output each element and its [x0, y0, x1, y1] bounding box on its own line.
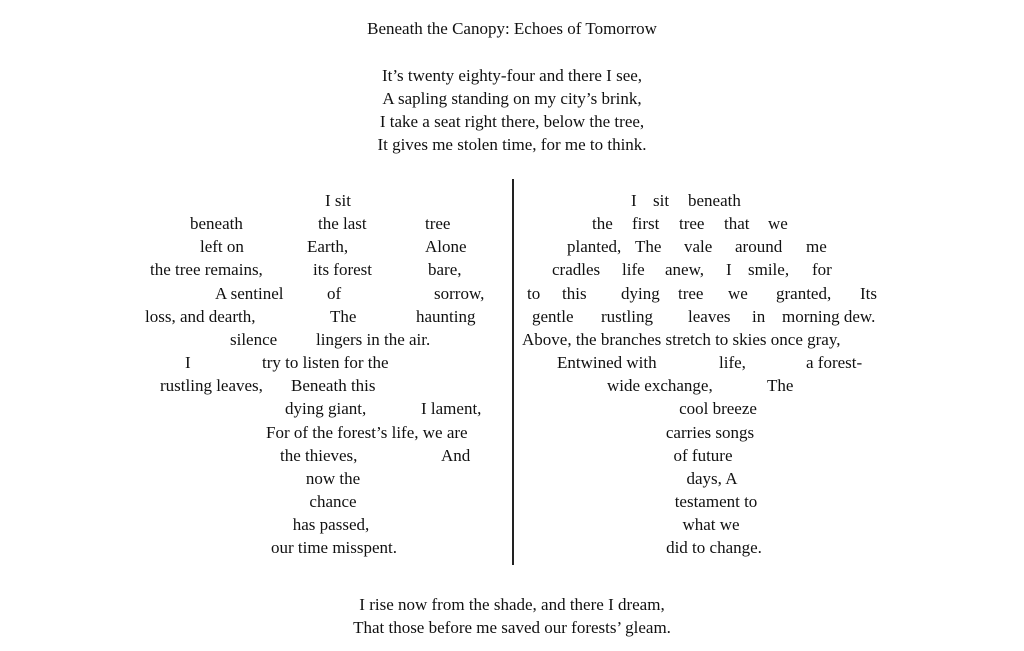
- left-word: Alone: [425, 237, 467, 256]
- right-word: life: [622, 260, 645, 279]
- right-word: to: [527, 284, 541, 303]
- left-word: the thieves,: [280, 446, 358, 465]
- left-word: Earth,: [307, 237, 349, 256]
- right-word: sit: [653, 191, 670, 210]
- left-word: bare,: [428, 260, 462, 279]
- right-word: I: [726, 260, 732, 279]
- right-word: what we: [682, 515, 740, 534]
- right-word: tree: [679, 214, 705, 233]
- right-word: me: [806, 237, 827, 256]
- right-word: The: [767, 376, 794, 395]
- right-word: testament to: [674, 492, 758, 511]
- intro-line-3: I take a seat right there, below the tree,: [379, 112, 645, 131]
- right-word: smile,: [748, 260, 790, 279]
- right-word: morning dew.: [782, 307, 876, 326]
- outro-line-1: I rise now from the shade, and there I dream,: [359, 595, 665, 614]
- right-word: I: [631, 191, 637, 210]
- left-word: of: [327, 284, 342, 303]
- right-word: Above, the branches stretch to skies once gray,: [522, 330, 841, 349]
- intro-line-1: It’s twenty eighty-four and there I see,: [381, 66, 643, 85]
- left-word: its forest: [313, 260, 373, 279]
- left-word: Beneath this: [291, 376, 376, 395]
- right-word: carries songs: [665, 423, 755, 442]
- right-word: for: [812, 260, 832, 279]
- poem-title: Beneath the Canopy: Echoes of Tomorrow: [367, 19, 657, 38]
- right-word: that: [724, 214, 750, 233]
- right-word: days, A: [686, 469, 738, 488]
- right-word: wide exchange,: [607, 376, 713, 395]
- right-word: we: [728, 284, 748, 303]
- right-word: this: [562, 284, 587, 303]
- right-word: we: [768, 214, 788, 233]
- right-word: planted,: [567, 237, 622, 256]
- left-word: I sit: [325, 191, 351, 210]
- left-word: now the: [305, 469, 361, 488]
- right-word: The: [635, 237, 662, 256]
- right-word: gentle: [532, 307, 574, 326]
- right-word: rustling: [601, 307, 653, 326]
- right-word: the: [592, 214, 613, 233]
- left-word: left on: [200, 237, 244, 256]
- column-divider: [512, 179, 514, 565]
- right-word: of future: [673, 446, 733, 465]
- left-word: beneath: [190, 214, 243, 233]
- left-word: has passed,: [292, 515, 370, 534]
- intro-line-2: A sapling standing on my city’s brink,: [382, 89, 642, 108]
- left-word: chance: [309, 492, 357, 511]
- right-word: tree: [678, 284, 704, 303]
- right-word: around: [735, 237, 783, 256]
- right-word: leaves: [688, 307, 731, 326]
- left-word: silence: [230, 330, 278, 349]
- left-word: sorrow,: [434, 284, 485, 303]
- right-word: beneath: [688, 191, 741, 210]
- right-word: cradles: [552, 260, 601, 279]
- left-word: haunting: [416, 307, 476, 326]
- left-word: The: [330, 307, 357, 326]
- right-word: anew,: [665, 260, 705, 279]
- outro-line-2: That those before me saved our forests’ gleam.: [353, 618, 671, 637]
- intro-line-4: It gives me stolen time, for me to think.: [377, 135, 647, 154]
- left-word: For of the forest’s life, we are: [266, 423, 468, 442]
- left-word: loss, and dearth,: [145, 307, 256, 326]
- right-word: did to change.: [666, 538, 762, 557]
- left-word: I lament,: [421, 399, 482, 418]
- left-word: I: [185, 353, 191, 372]
- left-word: dying giant,: [285, 399, 367, 418]
- right-word: cool breeze: [679, 399, 757, 418]
- left-word: And: [441, 446, 471, 465]
- right-word: vale: [684, 237, 713, 256]
- left-word: our time misspent.: [270, 538, 398, 557]
- left-word: the tree remains,: [150, 260, 263, 279]
- left-word: lingers in the air.: [316, 330, 431, 349]
- left-word: A sentinel: [215, 284, 284, 303]
- left-word: the last: [318, 214, 367, 233]
- left-word: tree: [425, 214, 451, 233]
- right-word: granted,: [776, 284, 832, 303]
- right-word: dying: [621, 284, 660, 303]
- right-word: Its: [860, 284, 877, 303]
- right-word: first: [632, 214, 660, 233]
- right-word: in: [752, 307, 766, 326]
- left-word: rustling leaves,: [160, 376, 263, 395]
- right-word: life,: [719, 353, 746, 372]
- right-word: a forest-: [806, 353, 863, 372]
- left-word: try to listen for the: [262, 353, 389, 372]
- right-word: Entwined with: [557, 353, 657, 372]
